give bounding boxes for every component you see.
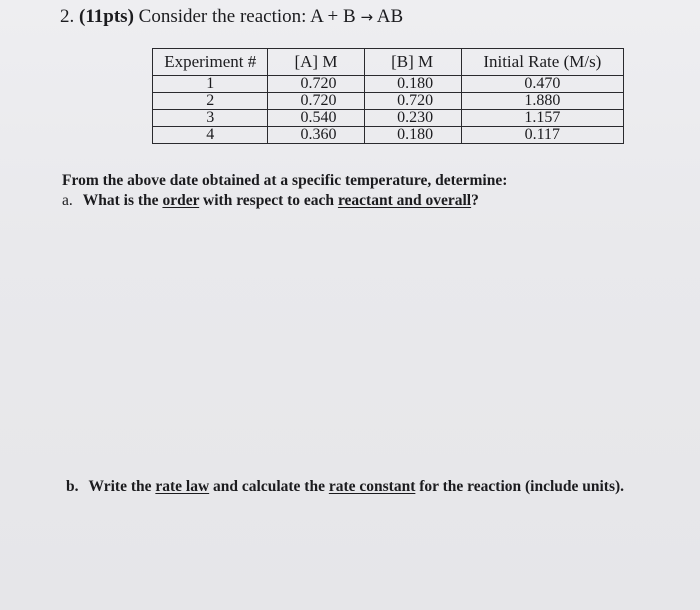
header-a-concentration: [A] M <box>268 49 365 76</box>
instructions-text: From the above date obtained at a specific temperature, determine: <box>62 172 508 189</box>
part-a-text-3: ? <box>471 192 479 209</box>
part-b-text-1: Write the <box>88 478 156 495</box>
cell-experiment: 2 <box>153 93 268 110</box>
part-a-underline-order: order <box>162 192 200 209</box>
part-a-question <box>62 192 479 210</box>
part-b-letter: b. <box>66 478 79 495</box>
table-header-row <box>153 49 624 76</box>
reaction-arrow: → <box>360 8 374 26</box>
experiment-data-table <box>152 48 624 144</box>
cell-experiment: 3 <box>153 110 268 127</box>
cell-b: 0.230 <box>365 110 462 127</box>
part-b-text-3: for the reaction (include units). <box>415 478 625 495</box>
question-number: 2. <box>60 6 75 27</box>
part-a-underline-reactant: reactant and overall <box>337 192 472 209</box>
part-a-letter: a. <box>62 192 73 209</box>
table-row <box>153 76 624 93</box>
cell-a: 0.720 <box>268 93 365 110</box>
part-b-question <box>66 478 624 496</box>
cell-rate: 1.157 <box>461 110 623 127</box>
cell-rate: 0.470 <box>461 76 623 93</box>
header-initial-rate: Initial Rate (M/s) <box>461 49 623 76</box>
part-a-text-2: with respect to each <box>199 192 338 209</box>
part-b-underline-rate-law: rate law <box>155 478 210 495</box>
cell-rate: 0.117 <box>461 127 623 144</box>
header-experiment: Experiment # <box>153 49 268 76</box>
part-b-underline-rate-constant: rate constant <box>328 478 416 495</box>
cell-a: 0.720 <box>268 76 365 93</box>
question-prompt: Consider the reaction: A + B <box>138 6 356 27</box>
part-a-text-1: What is the <box>82 192 163 209</box>
cell-b: 0.180 <box>365 76 462 93</box>
cell-a: 0.540 <box>268 110 365 127</box>
table-row <box>153 93 624 110</box>
cell-experiment: 1 <box>153 76 268 93</box>
cell-rate: 1.880 <box>461 93 623 110</box>
cell-experiment: 4 <box>153 127 268 144</box>
header-b-concentration: [B] M <box>365 49 462 76</box>
cell-b: 0.180 <box>365 127 462 144</box>
cell-a: 0.360 <box>268 127 365 144</box>
question-2-title <box>60 6 403 28</box>
question-points: (11pts) <box>79 6 134 27</box>
table-row <box>153 110 624 127</box>
cell-b: 0.720 <box>365 93 462 110</box>
part-b-text-2: and calculate the <box>209 478 329 495</box>
reaction-product: AB <box>376 6 404 27</box>
table-row <box>153 127 624 144</box>
